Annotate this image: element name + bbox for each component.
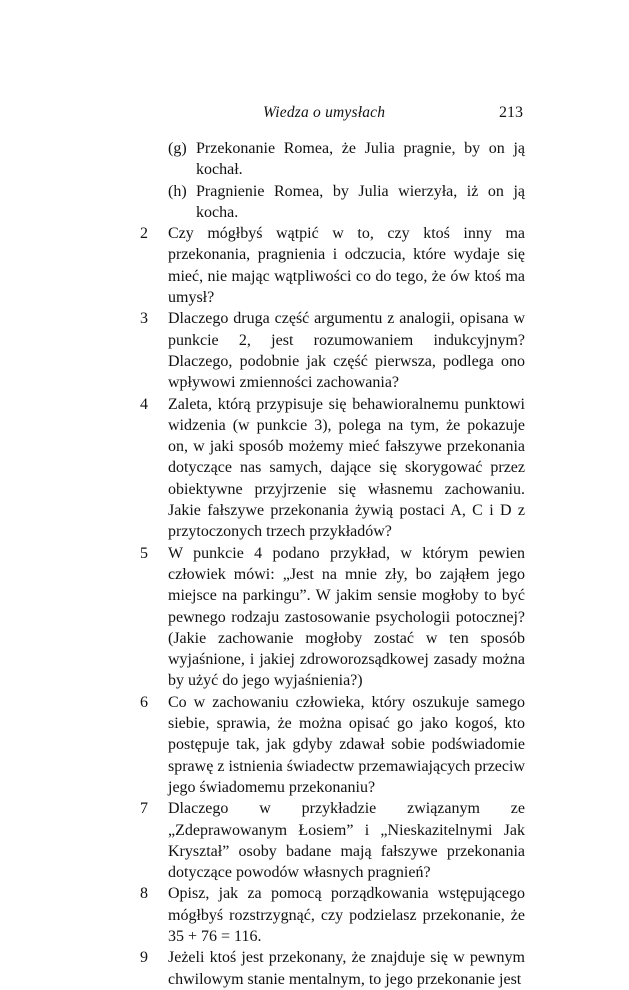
question-9 [140,947,525,990]
sub-item-g [140,138,525,181]
question-text: Dlaczego druga część argumentu z analogii, opisana w punkcie 2, jest rozumowaniem indukcyjnym? Dlaczego, podobnie jak część pierwsza, podlega ono wpływowi zmienności zachowania? [168,310,525,392]
question-4 [140,394,525,543]
page-number: 213 [499,104,523,121]
question-5 [140,543,525,692]
question-text: Jeżeli ktoś jest przekonany, że znajduje się w pewnym chwilowym stanie mentalnym, to jego przekonanie jest [168,949,525,988]
question-number: 4 [140,395,148,413]
page-header [143,104,523,128]
question-list [140,138,525,990]
question-number: 9 [140,949,148,967]
question-number: 7 [140,800,148,818]
sub-item-label: (g) [168,140,187,157]
question-text: Zaleta, którą przypisuje się behawioralnemu punktowi widzenia (w punkcie 3), polega na tym, że pokazuje on, w jaki sposób możemy mieć fałszywe przekonania dotyczące nas samych, dające się skorygować przez obiektywne przyjrzenie się własnemu zachowaniu. Jakie fałszywe przekonania żywią postaci A, C i D z przytoczonych trzech przykładów? [168,395,525,541]
question-text: Czy mógłbyś wątpić w to, czy ktoś inny ma przekonania, pragnienia i odczucia, które wydaje się mieć, nie mając wątpliwości co do tego, że ów ktoś ma umysł? [168,225,525,307]
sub-item-text: Pragnienie Romea, by Julia wierzyła, iż on ją kocha. [196,182,525,221]
question-text: Dlaczego w przykładzie związanym ze „Zdeprawowanym Łosiem” i „Nieskazitelnymi Jak Kryształ” osoby badane mają fałszywe przekonania dotyczące powodów własnych pragnień? [168,800,525,882]
running-title: Wiedza o umysłach [263,104,386,121]
question-number: 5 [140,544,148,562]
question-7 [140,798,525,883]
question-number: 6 [140,693,148,711]
sub-item-h [140,181,525,224]
question-number: 3 [140,310,148,328]
question-6 [140,692,525,798]
question-2 [140,223,525,308]
question-text: Co w zachowaniu człowieka, który oszukuje samego siebie, sprawia, że można opisać go jako kogoś, kto postępuje tak, jak gdyby zdawał sobie podświadomie sprawę z istnienia świadectw przemawiających przeciw jego świadomemu przekonaniu? [168,693,525,796]
sub-item-label: (h) [168,182,187,200]
question-number: 8 [140,885,148,903]
question-number: 2 [140,225,148,243]
question-text: Opisz, jak za pomocą porządkowania wstępującego mógłbyś rozstrzygnąć, czy podzielasz przekonanie, że 35 + 76 = 116. [168,885,525,945]
sub-item-text: Przekonanie Romea, że Julia pragnie, by on ją kochał. [196,140,525,179]
question-text: W punkcie 4 podano przykład, w którym pewien człowiek mówi: „Jest na mnie zły, bo zająłem jego miejsce na parkingu”. W jakim sensie mogłoby to być pewnego rodzaju zastosowanie psychologii potocznej? (Jakie zachowanie mogłoby zostać w ten sposób wyjaśnione, i jakiej zdroworozsądkowej zasady można by użyć do jego wyjaśnienia?) [168,544,525,690]
question-3 [140,308,525,393]
